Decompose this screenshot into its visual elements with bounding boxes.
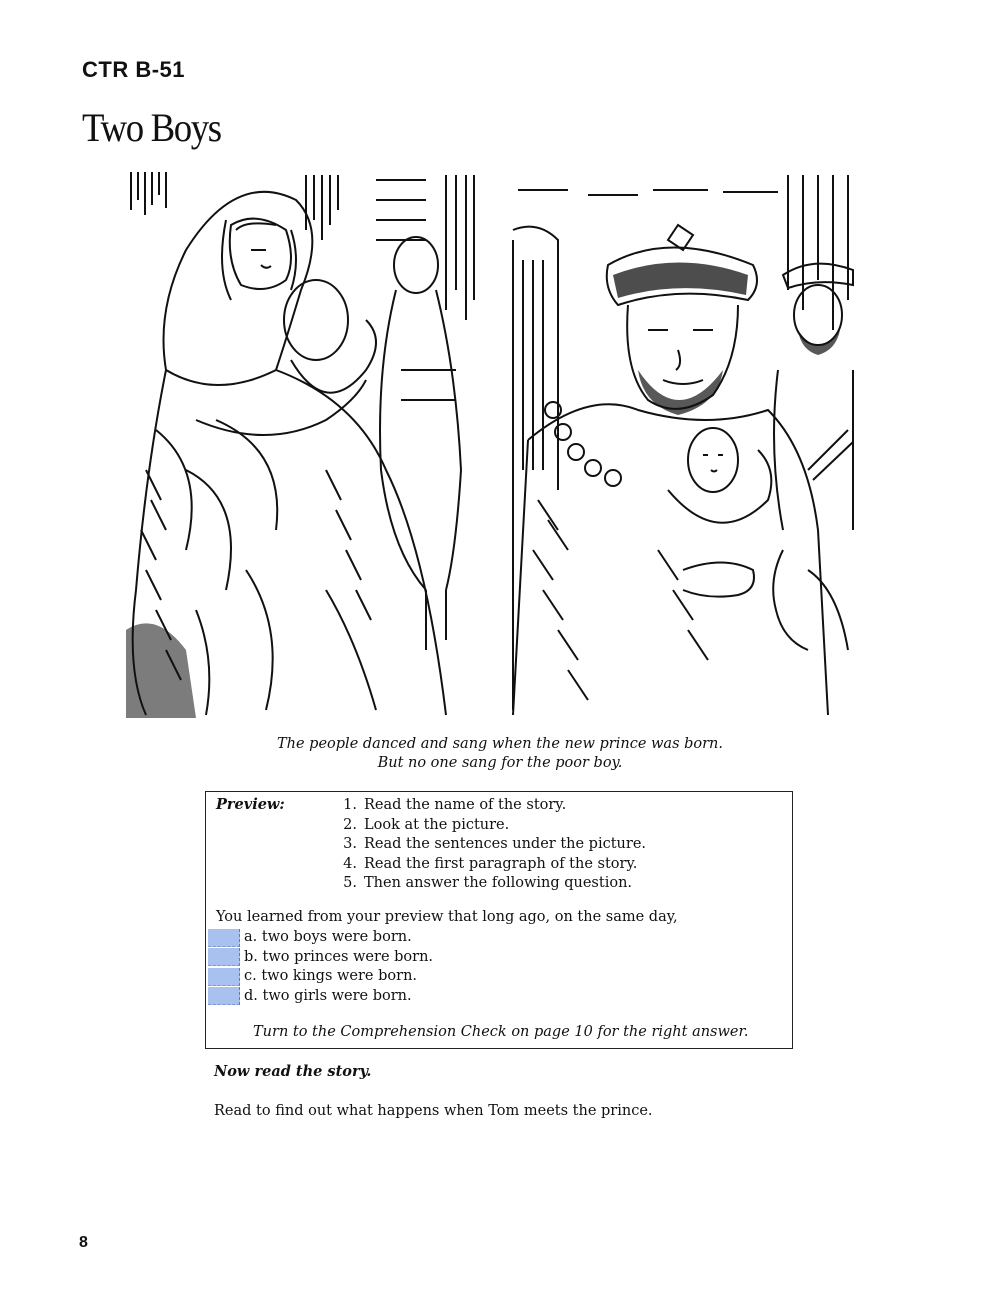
illustration-king-baby [508,170,864,718]
answer-checkbox-b[interactable] [208,948,240,966]
illustration-caption [200,735,800,773]
answer-checkbox-a[interactable] [208,929,240,947]
story-title: Two Boys [82,105,221,150]
step-number: 4. [343,855,357,872]
answer-option-c [208,967,433,987]
answer-option-text: b. two princes were born. [244,948,434,965]
read-purpose-instruction: Read to find out what happens when Tom meets the prince. [214,1103,653,1119]
step-text: Read the sentences under the picture. [364,836,647,852]
preview-step [331,835,646,855]
page-number: 8 [79,1234,88,1251]
answer-option-text: c. two kings were born. [244,968,418,984]
step-text: Look at the picture. [364,816,510,833]
step-number: 2. [343,816,357,833]
caption-line-1: The people danced and sang when the new prince was born. [276,736,724,752]
preview-question: You learned from your preview that long ago, on the same day, [216,909,678,925]
caption-line-2: But no one sang for the poor boy. [377,755,623,771]
answer-option-text: a. two boys were born. [244,929,412,945]
answer-option-text: d. two girls were born. [244,987,412,1004]
king-baby-icon [508,170,864,718]
answer-option-a [208,928,433,948]
step-text: Read the name of the story. [364,797,567,813]
mother-baby-icon [126,170,482,718]
answer-options [208,928,433,1006]
preview-label: Preview: [216,796,285,813]
preview-step [331,855,646,875]
preview-step [331,796,646,816]
step-text: Read the first paragraph of the story. [364,855,638,872]
step-number: 1. [343,797,357,813]
answer-checkbox-d[interactable] [208,987,240,1005]
answer-page-note: Turn to the Comprehension Check on page 10 for the right answer. [253,1024,749,1040]
preview-step [331,816,646,836]
now-read-instruction: Now read the story. [214,1063,372,1080]
preview-box [205,791,793,1049]
answer-option-d [208,987,433,1007]
preview-steps [331,796,646,894]
answer-checkbox-c[interactable] [208,968,240,986]
answer-option-b [208,948,433,968]
step-number: 5. [343,875,357,891]
step-text: Then answer the following question. [364,875,633,891]
step-number: 3. [343,836,357,852]
document-code: CTR B-51 [82,57,186,82]
illustration-mother-baby [126,170,482,718]
preview-step [331,874,646,894]
